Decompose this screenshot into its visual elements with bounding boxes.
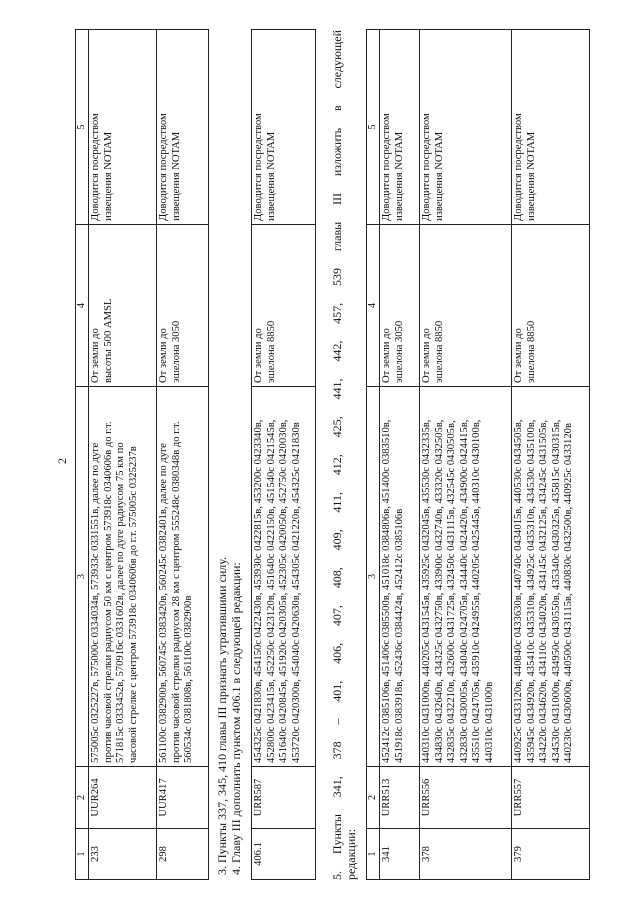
paragraph-3: 3. Пункты 337, 345, 410 главы III признать утратившими силу. — [215, 556, 229, 875]
table-row — [89, 30, 157, 880]
item-number: 406.1 — [252, 829, 316, 880]
paragraph-5: 5. Пункты 341, 378 – 401, 406, 407, 408, 409, 411, 412, 425, 441, 442, 457, 539 главы III изложить в следующей — [330, 29, 344, 880]
item-number: 298 — [157, 829, 209, 880]
table-bottom — [366, 29, 590, 880]
vertical-limits: От земли до эшелона 3050 — [380, 225, 420, 387]
activation-notice: Доводится посредством извещения NOTAM — [157, 30, 209, 225]
page-number: 2 — [55, 458, 69, 464]
boundary-coordinates: 575005с 0325227в, 575000с 0334034в, 573933с 0331551в, далее по дуге против часовой стрелки радиусом 50 км с центром 573918с 0340606в до г.т. 571815с 0333452в, 570916с 0331602в, далее по дуге радиусом 75 км по часовой стрелке с центром 573918с 0340606в до г.т. 575005с 0325237в — [89, 387, 157, 767]
boundary-coordinates: 561100с 0382900в, 560745с 0383420в, 560245с 0382401в, далее по дуге против часовой стрелки радиусом 28 км с центром 555248с 0380348в до г.т. 560534с 0381808в, 561100с 0382900в — [157, 387, 209, 767]
table-row — [157, 30, 209, 880]
activation-notice: Доводится посредством извещения NOTAM — [512, 30, 590, 225]
header-cell: 5 — [76, 30, 89, 225]
activation-notice: Доводится посредством извещения NOTAM — [89, 30, 157, 225]
header-cell: 3 — [367, 387, 380, 767]
header-cell: 3 — [76, 387, 89, 767]
boundary-coordinates: 440925с 0433120в, 440840с 0433630в, 440740с 0434015в, 440530с 0434505в, 435945с 0434920в, 435410с 0435310в, 434925с 0435310в, 434530с 0435100в, 434220с 0434620в, 434110с 0434020в, 434145с 0432125в, 434245с 0431505в, 434530с 0431000в, 434950с 0430550в, 435340с 0430325в, 435815с 0430315в, 440230с 0430600в, 440500с 0431115в, 440830с 0432500в, 440925с 0433120в — [512, 387, 590, 767]
table-middle — [251, 29, 316, 880]
table-header-row — [367, 30, 380, 880]
table-row — [420, 30, 512, 880]
header-cell: 1 — [76, 829, 89, 880]
zone-code: URR557 — [512, 767, 590, 829]
zone-code: UUR264 — [89, 767, 157, 829]
table-row — [380, 30, 420, 880]
table-row — [512, 30, 590, 880]
zone-code: URR513 — [380, 767, 420, 829]
zone-code: UUR417 — [157, 767, 209, 829]
vertical-limits: От земли до эшелона 8850 — [420, 225, 512, 387]
header-cell: 2 — [76, 767, 89, 829]
boundary-coordinates: 452412с 0385106в, 451406с 0385500в, 451018с 0384806в, 451400с 0383510в, 451918с 0383918в, 452436с 0384424в, 452412с 0385106в — [380, 387, 420, 767]
table-header-row — [76, 30, 89, 880]
table-row — [252, 30, 316, 880]
vertical-limits: От земли до высоты 500 AMSL — [89, 225, 157, 387]
activation-notice: Доводится посредством извещения NOTAM — [420, 30, 512, 225]
zone-code: URR587 — [252, 767, 316, 829]
activation-notice: Доводится посредством извещения NOTAM — [380, 30, 420, 225]
vertical-limits: От земли до эшелона 3050 — [157, 225, 209, 387]
boundary-coordinates: 440310с 0431000в, 440205с 0431545в, 435925с 0432045в, 435530с 0432335в, 434830с 0432640в, 434325с 0432750в, 433900с 0432740в, 433320с 0432505в, 432835с 0432210в, 432600с 0431725в, 432450с 0431115в, 432545с 0430505в, 432830с 0430005в, 434040с 0424705в, 434440с 0424420в, 434900с 0424415в, 435510с 0424705в, 435910с 0424955в, 440205с 0425445в, 440310с 0430100в, 440310с 0431000в — [420, 387, 512, 767]
header-cell: 4 — [76, 225, 89, 387]
zone-code: URR556 — [420, 767, 512, 829]
paragraph-5-continuation: редакции: — [344, 828, 358, 880]
header-cell: 5 — [367, 30, 380, 225]
header-cell: 4 — [367, 225, 380, 387]
boundary-coordinates: 454325с 0421830в, 454150с 0422430в, 453930с 0422815в, 453200с 0423340в, 452800с 0423415в, 452250с 0423120в, 451640с 0422150в, 451540с 0421545в, 451640с 0420845в, 451920с 0420305в, 452305с 0420050в, 452750с 0420030в, 453720с 0420300в, 454040с 0420630в, 454305с 0421220в, 454325с 0421830в — [252, 387, 316, 767]
vertical-limits: От земли до эшелона 8850 — [512, 225, 590, 387]
activation-notice: Доводится посредством извещения NOTAM — [252, 30, 316, 225]
item-number: 379 — [512, 829, 590, 880]
item-number: 233 — [89, 829, 157, 880]
rotated-page — [55, 30, 600, 880]
header-cell: 2 — [367, 767, 380, 829]
item-number: 378 — [420, 829, 512, 880]
table-top — [75, 29, 209, 880]
vertical-limits: От земли до эшелона 8850 — [252, 225, 316, 387]
paragraph-4: 4. Главу III дополнить пунктом 406.1 в следующей редакции: — [229, 562, 243, 875]
item-number: 341 — [380, 829, 420, 880]
header-cell: 1 — [367, 829, 380, 880]
